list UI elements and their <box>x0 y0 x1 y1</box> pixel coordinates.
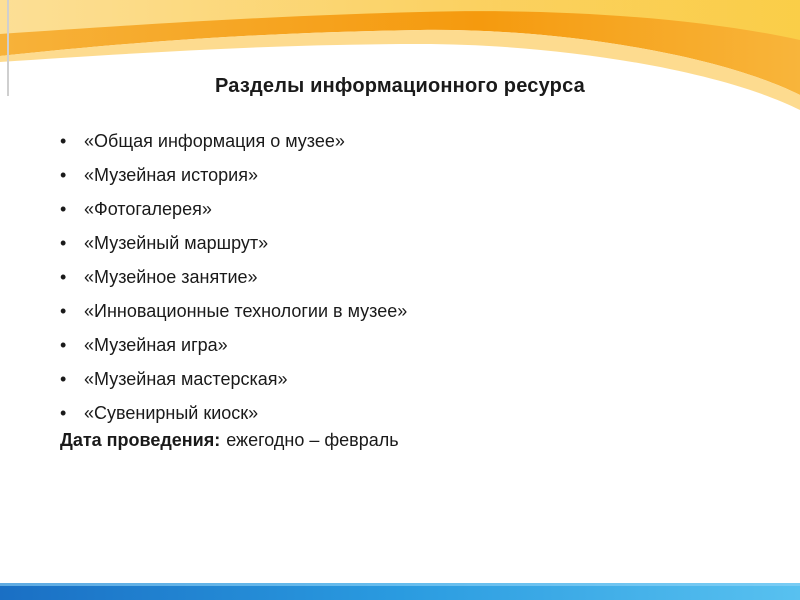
list-item <box>60 396 407 430</box>
event-date-value: ежегодно – февраль <box>226 430 399 450</box>
event-date-line <box>60 430 399 451</box>
bullet-icon: • <box>60 233 67 253</box>
list-item-label: «Фотогалерея» <box>84 199 212 219</box>
event-date-label: Дата проведения: <box>60 430 221 450</box>
list-item-label: «Музейная мастерская» <box>84 369 288 389</box>
bullet-icon: • <box>60 165 67 185</box>
list-item-label: «Сувенирный киоск» <box>84 403 259 423</box>
list-item <box>60 226 407 260</box>
bullet-icon: • <box>60 301 67 321</box>
list-item-label: «Музейный маршрут» <box>84 233 269 253</box>
list-item <box>60 294 407 328</box>
list-item-label: «Музейное занятие» <box>84 267 258 287</box>
list-item-label: «Общая информация о музее» <box>84 131 345 151</box>
list-item-label: «Инновационные технологии в музее» <box>84 301 408 321</box>
bullet-icon: • <box>60 267 67 287</box>
bullet-icon: • <box>60 403 67 423</box>
list-item-label: «Музейная игра» <box>84 335 228 355</box>
list-item <box>60 362 407 396</box>
list-item <box>60 328 407 362</box>
list-item-label: «Музейная история» <box>84 165 258 185</box>
list-item <box>60 158 407 192</box>
bullet-icon: • <box>60 199 67 219</box>
sections-list <box>60 124 407 430</box>
list-item <box>60 260 407 294</box>
list-item <box>60 124 407 158</box>
slide-title: Разделы информационного ресурса <box>215 75 585 97</box>
bullet-icon: • <box>60 335 67 355</box>
bullet-icon: • <box>60 369 67 389</box>
list-item <box>60 192 407 226</box>
bullet-icon: • <box>60 131 67 151</box>
